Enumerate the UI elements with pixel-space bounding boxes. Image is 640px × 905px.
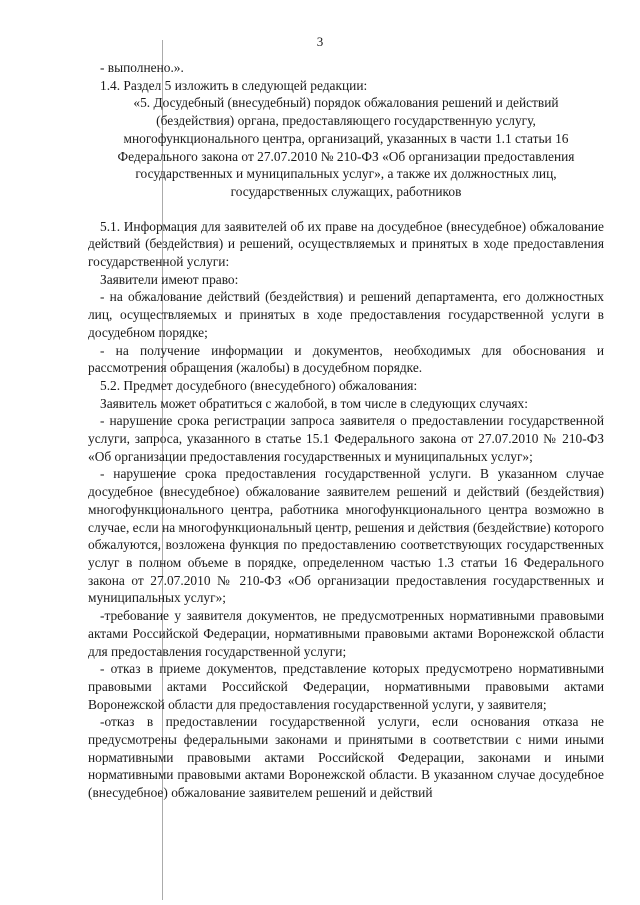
- paragraph-5-2: 5.2. Предмет досудебного (внесудебного) обжалования:: [100, 377, 418, 393]
- line-done: - выполнено.».: [100, 60, 184, 75]
- item-1-4: 1.4. Раздел 5 изложить в следующей редакции:: [100, 77, 368, 93]
- applicants-right-label: Заявители имеют право:: [100, 271, 239, 287]
- case-item-2: - нарушение срока предоставления государственной услуги. В указанном случае досудебное (внесудебное) обжалование заявителем решений и действий (бездействия) многофункционального центра, работника многофункционального центра возможно в случае, если на многофункциональный центр, решения и действия (бездействие) которого обжалуются, возложена функция по предоставлению соответствующих государственных услуг в полном объеме в порядке, определенном частью 1.3 статьи 16 Федерального закона от 27.07.2010 № 210-ФЗ «Об организации предоставления государственных и муниципальных услуг»;: [88, 466, 604, 606]
- case-item-3: -требование у заявителя документов, не предусмотренных нормативными правовыми актами Российской Федерации, нормативными правовыми актами Воронежской области для предоставления государственной услуги;: [88, 608, 604, 659]
- case-item-1: - нарушение срока регистрации запроса заявителя о предоставлении государственной услуги, запроса, указанного в статье 15.1 Федерального закона от 27.07.2010 № 210-ФЗ «Об организации предоставления государственных и муниципальных услуг»;: [88, 413, 604, 464]
- page-number: 3: [316, 34, 324, 49]
- spacer: [88, 201, 604, 218]
- case-item-4: - отказ в приеме документов, представление которых предусмотрено нормативными правовыми актами Российской Федерации, нормативными правовыми актами Воронежской области для предоставления государственной услуги, у заявителя;: [88, 661, 604, 712]
- document-body: [88, 59, 604, 802]
- section-5-heading: «5. Досудебный (внесудебный) порядок обжалования решений и действий (бездействия) органа, предоставляющего государственную услугу, многофункционального центра, организаций, указанных в части 1.1 статьи 16 Федерального закона от 27.07.2010 № 210-ФЗ «Об организации предоставления государственных и муниципальных услуг», а также их должностных лиц, государственных служащих, работников: [117, 95, 575, 199]
- right-item-1: - на обжалование действий (бездействия) и решений департамента, его должностных лиц, осуществляемых и принятых в ходе предоставления государственной услуги в досудебном порядке;: [88, 289, 604, 340]
- complaint-intro: Заявитель может обратиться с жалобой, в том числе в следующих случаях:: [100, 395, 528, 411]
- right-item-2: - на получение информации и документов, необходимых для обоснования и рассмотрения обращения (жалобы) в досудебном порядке.: [88, 342, 604, 376]
- paragraph-5-1: 5.1. Информация для заявителей об их праве на досудебное (внесудебное) обжалование действий (бездействия) и решений, осуществляемых и принятых в ходе предоставления государственной услуги:: [88, 218, 604, 270]
- case-item-5: -отказ в предоставлении государственной услуги, если основания отказа не предусмотрены федеральными законами и принятыми в соответствии с ними иными нормативными правовыми актами Российской Федерации, законами и иными нормативными правовыми актами Воронежской области. В указанном случае досудебное (внесудебное) обжалование заявителем решений и действий: [88, 714, 604, 801]
